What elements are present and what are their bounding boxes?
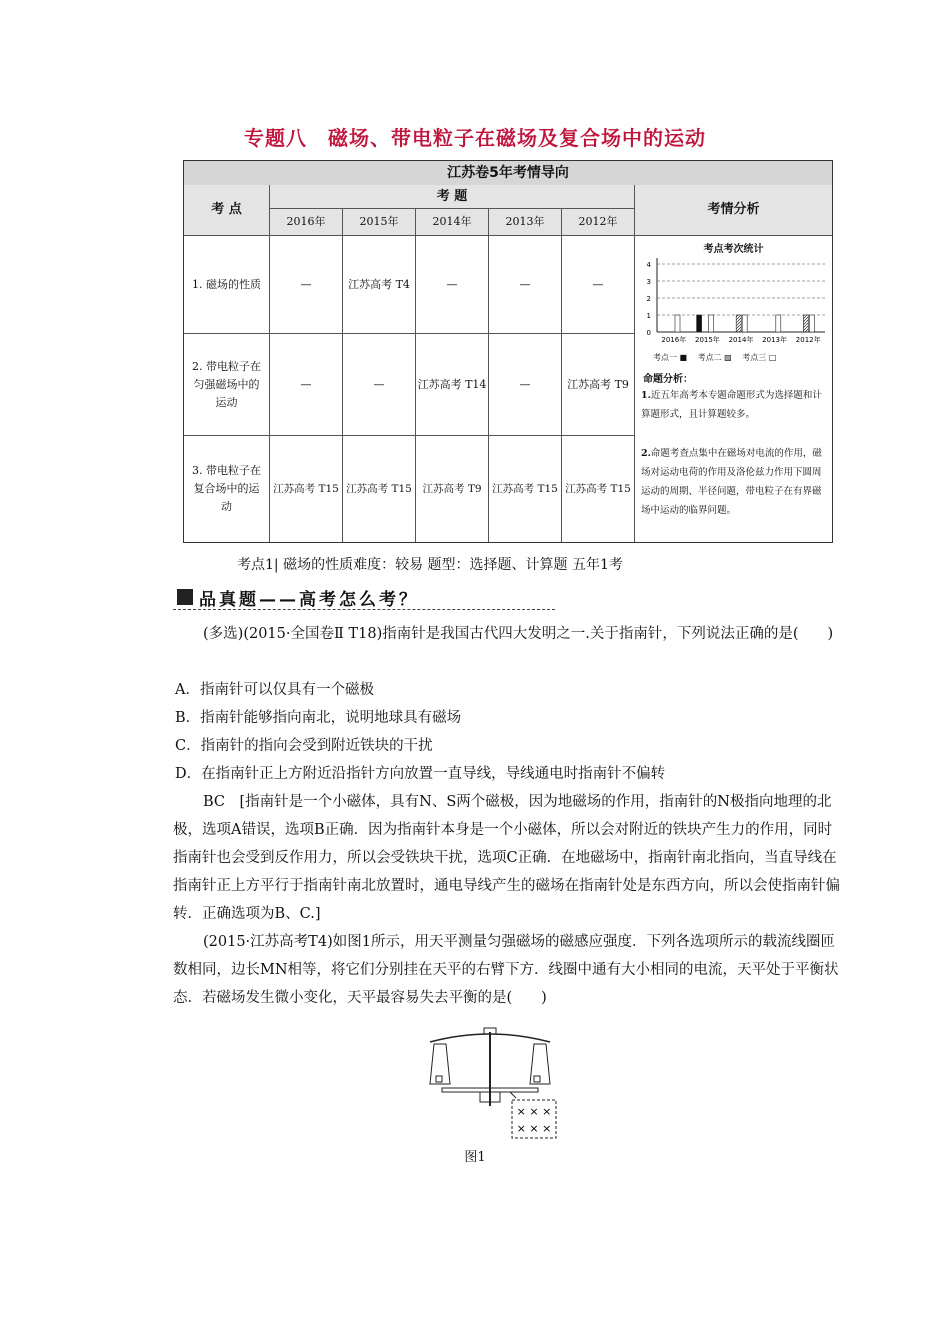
table-cell: 江苏高考 T15 (270, 436, 343, 542)
year-header: 2016年 (270, 209, 343, 236)
col-kaoti: 考 题 (270, 185, 635, 209)
year-header: 2015年 (343, 209, 416, 236)
analysis-item-num: 1. (641, 390, 651, 401)
table-cell: 江苏高考 T9 (416, 436, 489, 542)
option-d: D．在指南针正上方附近沿指针方向放置一直导线，导线通电时指南针不偏转 (175, 766, 666, 782)
analysis-item (641, 386, 827, 424)
y-tick-label: 0 (646, 329, 651, 337)
analysis-item-text: 命题考查点集中在磁场对电流的作用，磁场对运动电荷的作用及洛伦兹力作用下圆周运动的周期、半径问题，带电粒子在有界磁场中运动的临界问题。 (641, 448, 822, 516)
table-cell: 江苏高考 T14 (416, 334, 489, 436)
table-row-topic: 3. 带电粒子在复合场中的运动 (184, 436, 270, 542)
table-cell: 江苏高考 T4 (343, 236, 416, 334)
col-kaodian: 考 点 (184, 185, 270, 236)
y-tick-label: 2 (646, 295, 651, 303)
year-header: 2013年 (489, 209, 562, 236)
bar (809, 315, 814, 332)
x-tick-label: 2014年 (728, 336, 754, 344)
chart-title: 考点考次统计 (703, 244, 764, 255)
table-cell: — (489, 236, 562, 334)
y-tick-label: 3 (646, 278, 651, 286)
table-cell: 江苏高考 T15 (343, 436, 416, 542)
col-analysis: 考情分析 (635, 185, 832, 236)
figure-caption: 图1 (464, 1150, 486, 1165)
bar (776, 315, 781, 332)
analysis-item-text: 近五年高考本专题命题形式为选择题和计算题形式，且计算题较多。 (641, 390, 822, 420)
x-tick-label: 2016年 (661, 336, 687, 344)
table-cell: — (562, 236, 635, 334)
x-tick-label: 2013年 (762, 336, 788, 344)
table-cell: — (343, 334, 416, 436)
question-2-stem: (2015·江苏高考T4)如图1所示，用天平测量匀强磁场的磁感应强度．下列各选项所示的载流线圈匝数相同，边长MN相等，将它们分别挂在天平的右臂下方．线圈中通有大小相同的电流，天平处于平衡状态．若磁场发生微小变化，天平最容易失去平衡的是( ) (173, 934, 839, 1006)
chart-legend: 考点一 ■ 考点二 ▨ 考点三 □ (653, 353, 777, 362)
table-row-topic: 2. 带电粒子在匀强磁场中的运动 (184, 334, 270, 436)
analysis-item-num: 2. (641, 448, 651, 459)
table-cell: — (270, 236, 343, 334)
analysis-panel (635, 236, 832, 542)
table-cell: — (489, 334, 562, 436)
option-c: C．指南针的指向会受到附近铁块的干扰 (175, 738, 433, 754)
field-x-row: × × × (516, 1105, 552, 1118)
banner-text: 品真题——高考怎么考？ (199, 590, 419, 610)
section-banner (173, 585, 555, 610)
table-cell: 江苏高考 T9 (562, 334, 635, 436)
kaodian-line: 考点1| 磁场的性质难度：较易 题型：选择题、计算题 五年1考 (237, 557, 623, 573)
analysis-title: 命题分析： (643, 374, 693, 385)
bar (803, 315, 808, 332)
table-heading: 江苏卷5年考情导向 (184, 161, 832, 186)
year-header: 2012年 (562, 209, 635, 236)
table-cell: 江苏高考 T15 (562, 436, 635, 542)
table-cell: — (270, 334, 343, 436)
y-tick-label: 1 (646, 312, 651, 320)
table-cell: — (416, 236, 489, 334)
bar (697, 315, 702, 332)
balance-figure (420, 1024, 560, 1142)
bar (736, 315, 741, 332)
table-cell: 江苏高考 T15 (489, 436, 562, 542)
question-1-answer: BC [指南针是一个小磁体，具有N、S两个磁极，因为地磁场的作用，指南针的N极指向地理的北极，选项A错误，选项B正确．因为指南针本身是一个小磁体，所以会对附近的铁块产生力的作用，同时指南针也会受到反作用力，所以会受铁块干扰，选项C正确．在地磁场中，指南针南北指向，当直导线在指南针正上方平行于指南针南北放置时，通电导线产生的磁场在指南针处是东西方向，所以会使指南针偏转．正确选项为B、C.] (173, 794, 840, 922)
bar (675, 315, 680, 332)
analysis-item (641, 444, 827, 520)
exam-count-chart (635, 250, 832, 360)
x-tick-label: 2012年 (795, 336, 821, 344)
exam-table (183, 160, 833, 543)
bar (709, 315, 714, 332)
y-tick-label: 4 (646, 261, 651, 269)
question-1-stem: (多选)(2015·全国卷Ⅱ T18)指南针是我国古代四大发明之一.关于指南针，下列说法正确的是( ) (203, 626, 834, 642)
page-title: 专题八 磁场、带电粒子在磁场及复合场中的运动 (244, 126, 706, 150)
option-b: B．指南针能够指向南北，说明地球具有磁场 (175, 710, 462, 726)
field-x-row: × × × (516, 1122, 552, 1135)
year-header: 2014年 (416, 209, 489, 236)
option-a: A．指南针可以仅具有一个磁极 (175, 682, 374, 698)
x-tick-label: 2015年 (694, 336, 720, 344)
bar (742, 315, 747, 332)
table-row-topic: 1. 磁场的性质 (184, 236, 270, 334)
pencil-icon (177, 589, 193, 605)
